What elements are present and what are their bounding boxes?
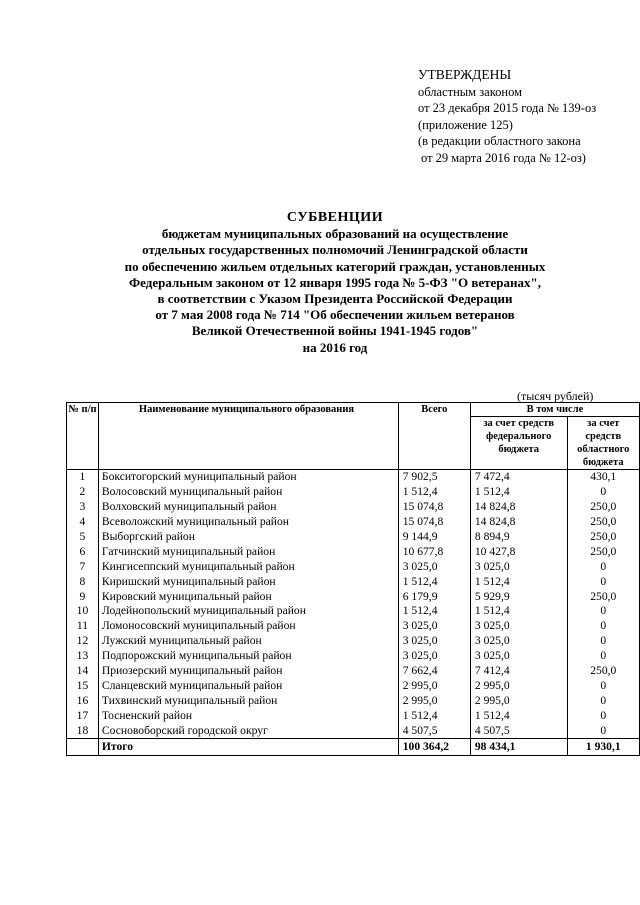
row-total: 3 025,0 [398,649,470,664]
row-num: 4 [67,515,99,530]
row-num: 10 [67,604,99,619]
row-federal: 5 929,9 [470,589,567,604]
title-line: от 7 мая 2008 года № 714 "Об обеспечении жильем ветеранов [155,307,515,323]
row-name: Всеволожский муниципальный район [98,515,398,530]
row-num: 18 [67,723,99,738]
table-row [67,559,640,574]
header-federal: за счет средств федерального бюджета [470,417,567,470]
row-num: 9 [67,589,99,604]
row-total: 2 995,0 [398,678,470,693]
row-num: 6 [67,544,99,559]
row-federal: 3 025,0 [470,649,567,664]
row-regional: 250,0 [567,589,639,604]
row-name: Лужский муниципальный район [98,634,398,649]
table-row [67,589,640,604]
header-including: В том числе [470,403,639,417]
row-num: 3 [67,500,99,515]
row-federal: 14 824,8 [470,500,567,515]
subsidies-table [66,402,640,756]
row-total: 15 074,8 [398,500,470,515]
row-num: 8 [67,574,99,589]
row-regional: 250,0 [567,500,639,515]
row-total: 1 512,4 [398,574,470,589]
table-row [67,664,640,679]
units-label: (тысяч рублей) [517,389,594,403]
row-total: 7 902,5 [398,470,470,485]
row-name: Тосненский район [98,708,398,723]
row-num: 16 [67,693,99,708]
row-regional: 0 [567,574,639,589]
row-num: 5 [67,530,99,545]
table-body [67,470,640,739]
row-regional: 0 [567,649,639,664]
row-total: 9 144,9 [398,530,470,545]
row-federal: 1 512,4 [470,574,567,589]
row-federal: 3 025,0 [470,619,567,634]
approval-block [418,67,596,166]
row-regional: 250,0 [567,544,639,559]
total-sum: 100 364,2 [398,739,470,756]
row-federal: 1 512,4 [470,604,567,619]
row-name: Киришский муниципальный район [98,574,398,589]
row-regional: 430,1 [567,470,639,485]
title-line: Великой Отечественной войны 1941-1945 годов" [191,323,479,339]
row-name: Подпорожский муниципальный район [98,649,398,664]
title-heading: СУБВЕНЦИИ [286,210,384,225]
row-federal: 7 472,4 [470,470,567,485]
row-total: 1 512,4 [398,485,470,500]
row-name: Кингисеппский муниципальный район [98,559,398,574]
row-num: 11 [67,619,99,634]
table-row [67,470,640,485]
row-name: Волосовский муниципальный район [98,485,398,500]
total-regional: 1 930,1 [567,739,639,756]
header-num: № п/п [67,403,99,470]
table-row [67,574,640,589]
row-name: Тихвинский муниципальный район [98,693,398,708]
row-total: 4 507,5 [398,723,470,738]
table-row [67,634,640,649]
row-regional: 0 [567,619,639,634]
table-row [67,485,640,500]
row-name: Гатчинский муниципальный район [98,544,398,559]
row-total: 6 179,9 [398,589,470,604]
table-row [67,649,640,664]
table-row [67,515,640,530]
header-total: Всего [398,403,470,470]
row-regional: 0 [567,559,639,574]
row-num: 7 [67,559,99,574]
total-federal: 98 434,1 [470,739,567,756]
row-regional: 250,0 [567,515,639,530]
row-name: Выборгский район [98,530,398,545]
total-label: Итого [98,739,398,756]
approval-line: (в редакции областного закона [418,134,581,148]
row-federal: 1 512,4 [470,485,567,500]
row-num: 15 [67,678,99,693]
row-regional: 0 [567,693,639,708]
title-line: бюджетам муниципальных образований на осуществление [161,226,509,242]
header-regional: за счет средств областного бюджета [567,417,639,470]
row-federal: 10 427,8 [470,544,567,559]
total-row [67,739,640,756]
row-federal: 2 995,0 [470,678,567,693]
row-federal: 4 507,5 [470,723,567,738]
table-row [67,723,640,738]
row-num: 14 [67,664,99,679]
table-row [67,604,640,619]
table-row [67,619,640,634]
row-name: Лодейнопольский муниципальный район [98,604,398,619]
title-line: в соответствии с Указом Президента Российской Федерации [157,291,513,307]
row-total: 10 677,8 [398,544,470,559]
row-federal: 7 412,4 [470,664,567,679]
row-name: Кировский муниципальный район [98,589,398,604]
approval-line: (приложение 125) [418,117,513,132]
row-federal: 3 025,0 [470,634,567,649]
table-row [67,708,640,723]
row-total: 3 025,0 [398,634,470,649]
row-regional: 0 [567,634,639,649]
row-name: Сланцевский муниципальный район [98,678,398,693]
row-num: 13 [67,649,99,664]
row-name: Сосновоборский городской округ [98,723,398,738]
table-row [67,693,640,708]
approval-line: от 23 декабря 2015 года № 139-оз [418,101,597,115]
row-regional: 0 [567,723,639,738]
total-num-cell [67,739,99,756]
title-line: отдельных государственных полномочий Ленинградской области [142,242,528,258]
row-total: 15 074,8 [398,515,470,530]
row-regional: 0 [567,678,639,693]
table-row [67,500,640,515]
row-regional: 0 [567,604,639,619]
table-row [67,544,640,559]
row-federal: 14 824,8 [470,515,567,530]
row-regional: 0 [567,708,639,723]
title-line: на 2016 год [302,339,368,355]
row-federal: 3 025,0 [470,559,567,574]
row-regional: 250,0 [567,664,639,679]
header-name: Наименование муниципального образования [98,403,398,470]
table-row [67,530,640,545]
row-federal: 8 894,9 [470,530,567,545]
row-regional: 250,0 [567,530,639,545]
row-total: 3 025,0 [398,559,470,574]
row-name: Бокситогорский муниципальный район [98,470,398,485]
table-row [67,678,640,693]
row-total: 1 512,4 [398,708,470,723]
row-total: 1 512,4 [398,604,470,619]
row-name: Ломоносовский муниципальный район [98,619,398,634]
document-title [100,210,570,356]
row-num: 12 [67,634,99,649]
row-name: Приозерский муниципальный район [98,664,398,679]
row-name: Волховский муниципальный район [98,500,398,515]
row-total: 3 025,0 [398,619,470,634]
approval-heading: УТВЕРЖДЕНЫ [418,67,512,82]
row-federal: 2 995,0 [470,693,567,708]
row-total: 2 995,0 [398,693,470,708]
approval-line: областным законом [418,84,523,99]
row-regional: 0 [567,485,639,500]
approval-line: от 29 марта 2016 года № 12-оз) [421,150,586,165]
title-line: по обеспечению жильем отдельных категорий граждан, установленных [124,258,546,274]
row-num: 17 [67,708,99,723]
title-line: Федеральным законом от 12 января 1995 года № 5-ФЗ "О ветеранах", [129,274,541,290]
row-num: 2 [67,485,99,500]
row-num: 1 [67,470,99,485]
row-federal: 1 512,4 [470,708,567,723]
row-total: 7 662,4 [398,664,470,679]
